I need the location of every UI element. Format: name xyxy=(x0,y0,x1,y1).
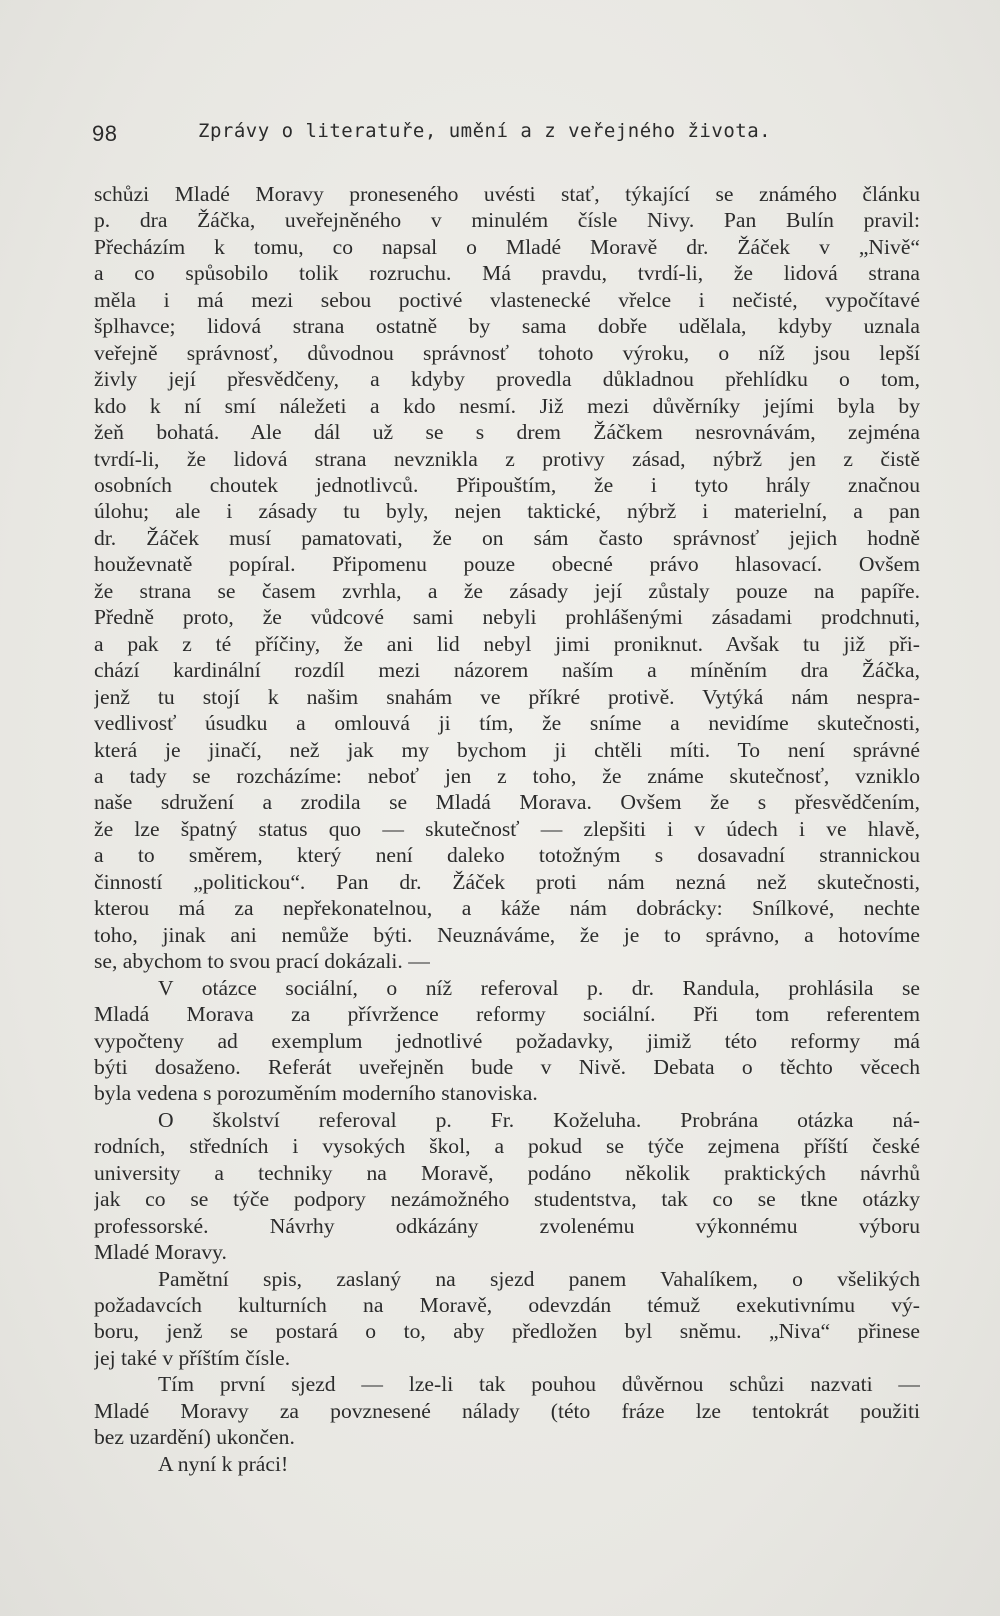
text-line: žeň bohatá. Ale dál už se s drem Žáčkem nesrovnávám, zejména xyxy=(94,420,920,445)
text-line: naše sdružení a zrodila se Mladá Morava. Ovšem že s přesvědčením, xyxy=(94,790,920,815)
text-line: úlohu; ale i zásady tu byly, nejen taktické, nýbrž i materielní, a pan xyxy=(94,499,920,524)
text-line: Tím první sjezd — lze-li tak pouhou důvěrnou schůzi nazvati — xyxy=(158,1372,920,1397)
text-line: a co spůsobilo tolik rozruchu. Má pravdu, tvrdí-li, že lidová strana xyxy=(94,261,920,286)
text-line: A nyní k práci! xyxy=(158,1451,289,1476)
text-line: V otázce sociální, o níž referoval p. dr. Randula, prohlásila se xyxy=(158,975,920,1000)
text-line: kterou má za nepřekonatelnou, a káže nám dobrácky: Snílkové, nechte xyxy=(94,896,920,921)
text-line: kdo k ní smí náležeti a kdo nesmí. Již mezi důvěrníky jejími byla by xyxy=(94,393,920,418)
text-line: činností „politickou“. Pan dr. Žáček proti nám nezná než skutečnosti, xyxy=(94,869,920,894)
text-line: vypočteny ad exemplum jednotlivé požadavky, jimiž této reformy má xyxy=(94,1028,920,1053)
text-line: schůzi Mladé Moravy proneseného uvésti stať, týkající se známého článku xyxy=(94,182,920,206)
text-line: Pamětní spis, zaslaný na sjezd panem Vahalíkem, o všelikých xyxy=(158,1266,920,1291)
text-line: byla vedena s porozuměním moderního stanoviska. xyxy=(94,1081,538,1106)
text-line: Mladé Moravy za povznesené nálady (této fráze lze tentokrát použiti xyxy=(94,1398,920,1423)
text-line: vedlivosť úsudku a omlouvá ji tím, že snímе a nevidíme skutečnosti, xyxy=(94,711,920,736)
text-line: Mladá Morava za přívržence reformy sociální. Při tom referentem xyxy=(94,1002,920,1027)
text-line: houževnatě popíral. Připomenu pouze obecné právo hlasovací. Ovšem xyxy=(94,552,920,577)
paragraph xyxy=(94,1107,920,1266)
running-head: Zprávy o literatuře, umění a z veřejného života. xyxy=(198,120,772,142)
text-line: že lze špatný status quo — skutečnosť — zlepšiti i v údech i ve hlavě, xyxy=(94,816,920,841)
text-line: boru, jenž se postará o to, aby předložen byl sněmu. „Niva“ přinese xyxy=(94,1319,920,1344)
text-line: chází kardinální rozdíl mezi názorem naším a míněním dra Žáčka, xyxy=(94,658,920,683)
text-line: university a techniky na Moravě, podáno několik praktických návrhů xyxy=(94,1160,920,1185)
text-line: Předně proto, že vůdcové sami nebyli prohlášenými zásadami prodchnuti, xyxy=(94,605,920,630)
text-line: toho, jinak ani nemůže býti. Neuznáváme, že je to správno, a hotovíme xyxy=(94,922,920,947)
paragraph xyxy=(94,1371,920,1450)
paragraph xyxy=(94,1451,920,1477)
text-line: a tady se rozcházíme: neboť jen z toho, že známe skutečnosť, vzniklo xyxy=(94,763,920,788)
text-line: býti dosaženo. Referát uveřejněn bude v Nivě. Debata o těchto věcech xyxy=(94,1054,920,1079)
page-header xyxy=(92,118,920,148)
text-line: se, abychom to svou prací dokázali. — xyxy=(94,949,430,974)
text-line: jej také v příštím čísle. xyxy=(94,1345,291,1370)
text-line: rodních, středních i vysokých škol, a pokud se týče zejmena příští české xyxy=(94,1134,920,1159)
text-line: živly její přesvědčeny, a kdyby provedla důkladnou přehlídku o tom, xyxy=(94,367,920,392)
text-line: jak co se týče podpory nezámožného studentstva, tak co se tkne otázky xyxy=(94,1187,920,1212)
body-text xyxy=(94,181,920,1477)
text-line: p. dra Žáčka, uveřejněného v minulém čísle Nivy. Pan Bulín pravil: xyxy=(94,208,920,233)
text-line: osobních choutek jednotlivců. Připouštím, že i tyto hrály značnou xyxy=(94,472,920,497)
paragraph xyxy=(94,975,920,1107)
paragraph xyxy=(94,1266,920,1372)
text-line: bez uzardění) ukončen. xyxy=(94,1425,295,1450)
text-line: že strana se časem zvrhla, a že zásady její zůstaly pouze na papíře. xyxy=(94,578,920,603)
text-line: jenž tu stojí k našim snahám ve příkré protivě. Vytýká nám nespra- xyxy=(94,684,920,709)
text-line: professorské. Návrhy odkázány zvolenému výkonnému výboru xyxy=(94,1213,920,1238)
text-line: O školství referoval p. Fr. Koželuha. Probrána otázka ná- xyxy=(158,1107,920,1132)
page-number: 98 xyxy=(92,121,118,146)
text-line: a to směrem, který není daleko totožným s dosavadní strannickou xyxy=(94,843,920,868)
text-line: měla i má mezi sebou poctivé vlastenecké vřelce i nečisté, vypočítavé xyxy=(94,287,920,312)
text-line: veřejně správnosť, důvodnou správnosť tohoto výroku, o níž jsou lepší xyxy=(94,340,920,365)
paragraph xyxy=(94,181,920,975)
text-line: Mladé Moravy. xyxy=(94,1240,227,1265)
text-line: dr. Žáček musí pamatovati, že on sám často správnosť jejich hodně xyxy=(94,525,920,550)
text-line: požadavcích kulturních na Moravě, odevzdán témuž exekutivnímu vý- xyxy=(94,1293,920,1318)
text-line: která je jinačí, než jak my bychom ji chtěli míti. To není správné xyxy=(94,737,920,762)
text-line: a pak z té příčiny, že ani lid nebyl jimi proniknut. Avšak tu již při- xyxy=(94,631,920,656)
text-line: Přecházím k tomu, co napsal o Mladé Moravě dr. Žáček v „Nivě“ xyxy=(94,234,920,259)
text-line: tvrdí-li, že lidová strana nevznikla z protivy zásad, nýbrž jen z čistě xyxy=(94,446,920,471)
text-line: šplhavce; lidová strana ostatně by sama dobře udělala, kdyby uznala xyxy=(94,314,920,339)
